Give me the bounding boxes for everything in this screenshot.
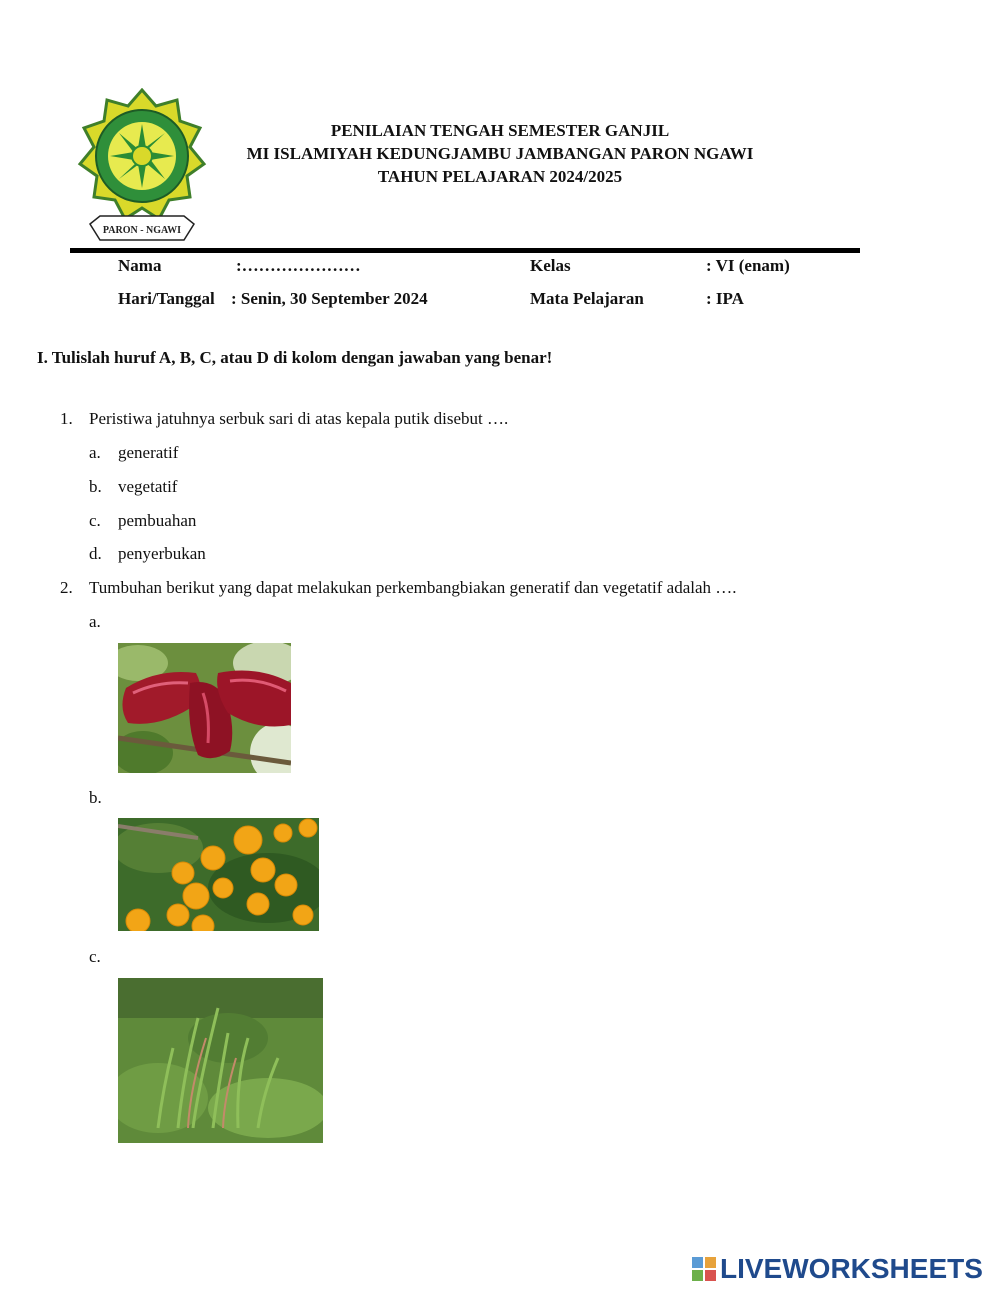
q1-option-a-text[interactable]: generatif [118,443,179,462]
water-apple-photo[interactable] [118,643,291,773]
subject-value: : IPA [706,289,744,308]
header-title-line3: TAHUN PELAJARAN 2024/2025 [377,167,623,186]
date-label: Hari/Tanggal [118,289,215,308]
section-instruction: I. Tulislah huruf A, B, C, atau D di kolom dengan jawaban yang benar! [37,348,553,367]
q1-option-b-text[interactable]: vegetatif [118,477,178,496]
q2-option-b-letter[interactable]: b. [89,788,102,807]
class-label: Kelas [530,256,571,275]
q1-option-d-text[interactable]: penyerbukan [118,544,206,563]
header-divider [70,248,860,253]
orange-tree-photo[interactable] [118,818,319,931]
brand-name: LIVEWORKSHEETS [720,1253,983,1284]
q2-option-c-letter[interactable]: c. [89,947,101,966]
q1-option-c-text[interactable]: pembuahan [118,511,197,530]
logo-ribbon-text: PARON - NGAWI [102,225,182,236]
question-2-text: Tumbuhan berikut yang dapat melakukan perkembangbiakan generatif dan vegetatif adalah …. [89,578,737,597]
liveworksheets-logo[interactable] [692,1254,983,1284]
header-title-line1: PENILAIAN TENGAH SEMESTER GANJIL [330,121,670,140]
grass-photo[interactable] [118,978,323,1143]
class-value: : VI (enam) [706,256,790,275]
subject-label: Mata Pelajaran [530,289,644,308]
question-1-text: Peristiwa jatuhnya serbuk sari di atas kepala putik disebut …. [89,409,509,428]
question-1-number: 1. [60,409,73,428]
question-2-number: 2. [60,578,73,597]
date-value: : Senin, 30 September 2024 [231,289,428,308]
name-label: Nama [118,256,162,275]
school-logo [76,88,208,244]
name-field[interactable]: :………………… [236,256,361,275]
q2-option-a-letter[interactable]: a. [89,612,101,631]
q1-option-a-letter[interactable]: a. [89,443,101,462]
header-title-line2: MI ISLAMIYAH KEDUNGJAMBU JAMBANGAN PARON NGAWI [246,144,754,163]
q1-option-b-letter[interactable]: b. [89,477,102,496]
q1-option-c-letter[interactable]: c. [89,511,101,530]
liveworksheets-icon [692,1257,716,1281]
q1-option-d-letter[interactable]: d. [89,544,102,563]
